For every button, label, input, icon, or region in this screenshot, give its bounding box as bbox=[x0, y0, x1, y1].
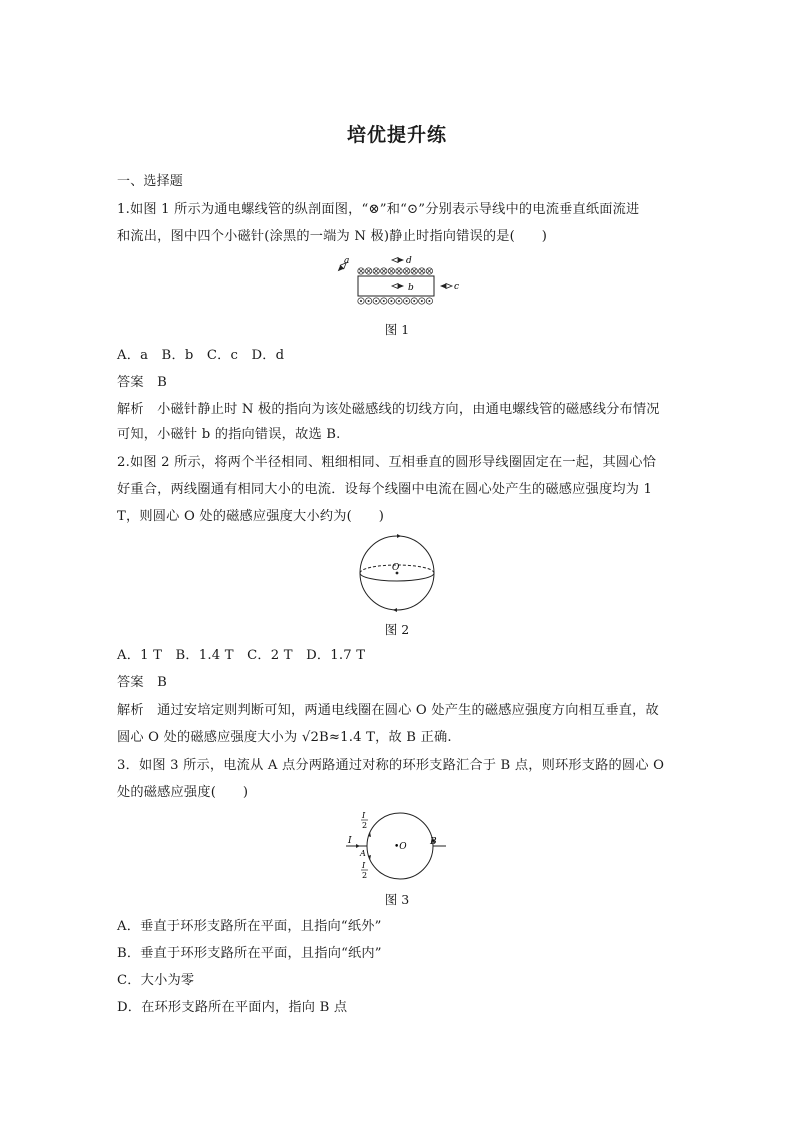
dot-mark bbox=[383, 300, 385, 302]
label-d: d bbox=[406, 256, 412, 266]
figure-1-caption: 图 1 bbox=[384, 322, 410, 337]
dot-mark bbox=[421, 300, 423, 302]
q3-option-b: B．垂直于环形支路所在平面，且指向“纸内” bbox=[117, 946, 382, 961]
q3-stem-line-1: 3．如图 3 所示，电流从 A 点分两路通过对称的环形支路汇合于 B 点，则环形支路的圆心 O bbox=[117, 758, 665, 773]
q2-stem-line-2: 好重合，两线圈通有相同大小的电流．设每个线圈中电流在圆心处产生的磁感应强度均为 1 bbox=[117, 482, 653, 497]
q2-explanation-line-1: 解析 通过安培定则判断可知，两通电线圈在圆心 O 处产生的磁感应强度方向相互垂直，故 bbox=[117, 703, 659, 718]
label-a: a bbox=[344, 256, 350, 266]
q1-explanation-line-2: 可知，小磁针 b 的指向错误，故选 B. bbox=[117, 427, 341, 442]
top-current-row bbox=[358, 268, 433, 274]
dot-mark bbox=[368, 300, 370, 302]
q1-options: A．a B．b C．c D．d bbox=[117, 348, 285, 363]
figure-1-solenoid bbox=[330, 253, 470, 313]
dot-mark bbox=[428, 300, 430, 302]
label-o: •O bbox=[394, 842, 407, 852]
q1-explanation-line-1: 解析 小磁针静止时 N 极的指向为该处磁感线的切线方向，由通电螺线管的磁感线分布情况 bbox=[117, 402, 660, 417]
dot-mark bbox=[375, 300, 377, 302]
q2-stem-line-1: 2.如图 2 所示，将两个半径相同、粗细相同、互相垂直的圆形导线圈固定在一起，其圆心恰 bbox=[117, 455, 657, 470]
compass-needle-d bbox=[392, 258, 404, 263]
dot-mark bbox=[398, 300, 400, 302]
label-i: I bbox=[348, 836, 352, 846]
label-half-top-den: 2 bbox=[362, 821, 368, 830]
label-a: A bbox=[360, 849, 366, 858]
label-c: c bbox=[454, 282, 460, 292]
label-half-bottom-den: 2 bbox=[362, 871, 368, 880]
figure-3-ring bbox=[340, 808, 450, 884]
page-title: 培优提升练 bbox=[346, 124, 447, 146]
label-b: b bbox=[408, 283, 414, 293]
section-heading: 一、选择题 bbox=[117, 174, 184, 189]
q1-stem-line-1: 1.如图 1 所示为通电螺线管的纵剖面图，“⊗”和“⊙”分别表示导线中的电流垂直纸面流进 bbox=[117, 202, 640, 217]
q2-explanation-line-2: 圆心 O 处的磁感应强度大小为 √2B≈1.4 T，故 B 正确. bbox=[117, 730, 452, 745]
figure-3-caption: 图 3 bbox=[384, 892, 410, 907]
q2-stem-line-3: T，则圆心 O 处的磁感应强度大小约为( ) bbox=[117, 509, 385, 524]
label-b: B bbox=[430, 837, 437, 847]
q3-stem-line-2: 处的磁感应强度( ) bbox=[117, 785, 249, 800]
dot-mark bbox=[390, 300, 392, 302]
q3-option-d: D．在环形支路所在平面内，指向 B 点 bbox=[117, 1000, 348, 1015]
compass-needle-c bbox=[440, 284, 452, 289]
q1-stem-line-2: 和流出，图中四个小磁针(涂黑的一端为 N 极)静止时指向错误的是( ) bbox=[117, 229, 548, 244]
q2-options: A．1 T B．1.4 T C．2 T D．1.7 T bbox=[117, 648, 366, 663]
label-half-top-num: I bbox=[362, 811, 366, 820]
q3-option-a: A．垂直于环形支路所在平面，且指向“纸外” bbox=[117, 919, 382, 934]
label-o: O bbox=[392, 563, 400, 573]
figure-2-coils bbox=[355, 533, 439, 613]
dot-mark bbox=[413, 300, 415, 302]
q3-option-c: C．大小为零 bbox=[117, 973, 195, 988]
figure-2-caption: 图 2 bbox=[384, 622, 410, 637]
dot-mark bbox=[406, 300, 408, 302]
q1-answer: 答案 B bbox=[117, 375, 168, 390]
q2-answer: 答案 B bbox=[117, 675, 168, 690]
bottom-current-row bbox=[358, 298, 433, 304]
dot-mark bbox=[360, 300, 362, 302]
label-half-bottom-num: I bbox=[362, 861, 366, 870]
